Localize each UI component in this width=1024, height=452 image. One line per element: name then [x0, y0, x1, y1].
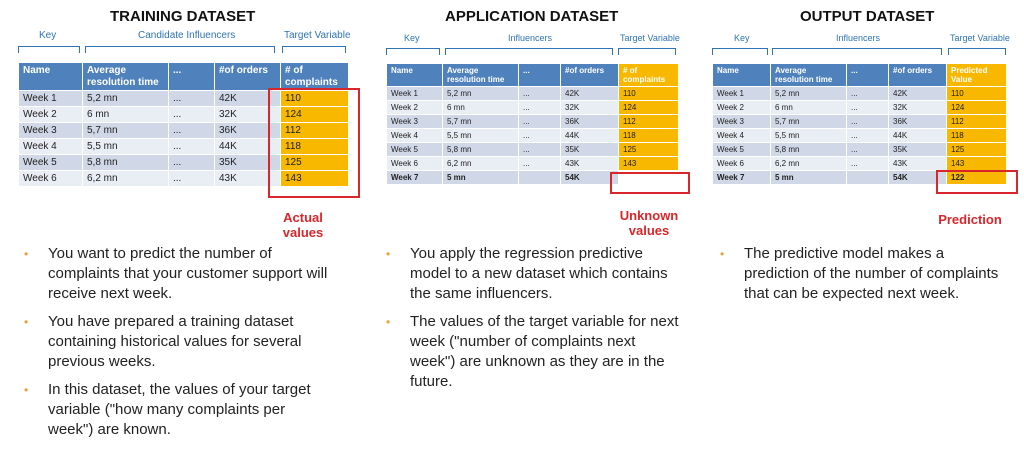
table-row — [713, 87, 1007, 101]
table-cell: 5 mn — [443, 171, 519, 185]
target-cell: 125 — [619, 143, 679, 157]
target-variable-label: Target Variable — [950, 33, 1010, 43]
table-row — [713, 129, 1007, 143]
table-cell: Week 3 — [387, 115, 443, 129]
bullet-icon: • — [386, 315, 391, 329]
bullet-icon: • — [720, 247, 725, 261]
table-cell: 54K — [561, 171, 619, 185]
table-cell: ... — [847, 143, 889, 157]
table-row — [387, 129, 679, 143]
table-row — [387, 115, 679, 129]
table-cell: 44K — [561, 129, 619, 143]
table-cell — [519, 171, 561, 185]
table-row — [387, 87, 679, 101]
target-cell: 112 — [281, 123, 349, 139]
table-cell: 5,7 mn — [771, 115, 847, 129]
panel-title: OUTPUT DATASET — [800, 8, 935, 25]
table-row — [387, 101, 679, 115]
table-cell — [847, 171, 889, 185]
table-row — [713, 101, 1007, 115]
col-header: Average resolution time — [83, 63, 169, 91]
target-bracket — [282, 46, 346, 53]
panel-title: TRAINING DATASET — [110, 8, 256, 25]
table-cell: 5,5 mn — [443, 129, 519, 143]
bullet-icon: • — [24, 383, 29, 397]
table-cell: 6,2 mn — [771, 157, 847, 171]
table-cell: 5,7 mn — [443, 115, 519, 129]
col-header: #of orders — [889, 64, 947, 87]
table-cell: 5,8 mn — [443, 143, 519, 157]
target-bracket — [618, 48, 676, 55]
col-header: Average resolution time — [443, 64, 519, 87]
col-header: Average resolution time — [771, 64, 847, 87]
output-table — [712, 63, 1007, 185]
target-cell: 125 — [281, 155, 349, 171]
influencers-label: Influencers — [508, 33, 553, 43]
table-cell: 5,2 mn — [771, 87, 847, 101]
table-cell: ... — [169, 139, 215, 155]
table-cell: ... — [519, 143, 561, 157]
target-cell: 118 — [947, 129, 1007, 143]
table-cell: Week 1 — [387, 87, 443, 101]
list-item: • You want to predict the number of complaints that your customer support will receive next week. — [24, 245, 328, 302]
bullet-icon: • — [386, 247, 391, 261]
table-row — [713, 157, 1007, 171]
table-cell: ... — [519, 129, 561, 143]
table-cell: Week 2 — [713, 101, 771, 115]
target-cell: 143 — [619, 157, 679, 171]
table-cell: ... — [169, 107, 215, 123]
table-cell: 5 mn — [771, 171, 847, 185]
influencers-bracket — [445, 48, 613, 55]
target-cell: 124 — [947, 101, 1007, 115]
col-header: #of orders — [561, 64, 619, 87]
table-cell: 5,5 mn — [83, 139, 169, 155]
table-cell: 42K — [889, 87, 947, 101]
table-cell: Week 2 — [19, 107, 83, 123]
target-variable-label: Target Variable — [620, 33, 680, 43]
table-cell: Week 5 — [387, 143, 443, 157]
table-cell: 6 mn — [83, 107, 169, 123]
table-cell: 43K — [215, 171, 281, 187]
table-cell: 36K — [215, 123, 281, 139]
key-bracket — [18, 46, 80, 53]
table-cell: ... — [847, 87, 889, 101]
target-cell: 125 — [947, 143, 1007, 157]
actual-values-label: Actual values — [282, 210, 324, 240]
table-cell: ... — [519, 87, 561, 101]
influencers-bracket — [772, 48, 942, 55]
target-cell: 112 — [947, 115, 1007, 129]
table-cell: 35K — [215, 155, 281, 171]
target-cell: 110 — [947, 87, 1007, 101]
list-item: • The predictive model makes a prediction of the number of complaints that can be expected next week. — [720, 245, 999, 302]
key-label: Key — [39, 30, 57, 41]
table-cell: ... — [847, 129, 889, 143]
table-cell: Week 7 — [713, 171, 771, 185]
table-cell: Week 5 — [19, 155, 83, 171]
table-cell: 54K — [889, 171, 947, 185]
target-cell: 124 — [281, 107, 349, 123]
influencers-label: Influencers — [836, 33, 881, 43]
panel-title: APPLICATION DATASET — [445, 8, 619, 25]
table-cell: 5,2 mn — [83, 91, 169, 107]
col-header: Name — [387, 64, 443, 87]
table-cell: 44K — [215, 139, 281, 155]
table-cell: 32K — [215, 107, 281, 123]
table-row — [387, 143, 679, 157]
table-row — [387, 157, 679, 171]
table-cell: Week 1 — [713, 87, 771, 101]
list-item: • You have prepared a training dataset containing historical values for several previous weeks. — [24, 313, 302, 370]
table-row — [713, 115, 1007, 129]
table-cell: 6 mn — [771, 101, 847, 115]
target-cell: 143 — [281, 171, 349, 187]
table-cell: 5,2 mn — [443, 87, 519, 101]
table-cell: Week 4 — [387, 129, 443, 143]
influencers-bracket — [85, 46, 275, 53]
list-item: • You apply the regression predictive model to a new dataset which contains the same influencers. — [386, 245, 668, 302]
target-cell: 118 — [281, 139, 349, 155]
table-cell: 32K — [889, 101, 947, 115]
key-label: Key — [404, 33, 420, 43]
unknown-values-highlight — [610, 172, 690, 194]
bullet-icon: • — [24, 247, 29, 261]
actual-values-highlight — [268, 88, 360, 198]
table-cell: 5,8 mn — [771, 143, 847, 157]
table-cell: ... — [847, 157, 889, 171]
table-cell: Week 7 — [387, 171, 443, 185]
application-bullets — [384, 244, 684, 400]
col-header: ... — [519, 64, 561, 87]
table-cell: ... — [169, 171, 215, 187]
key-bracket — [712, 48, 768, 55]
table-cell: 6 mn — [443, 101, 519, 115]
table-row — [713, 143, 1007, 157]
target-cell: 110 — [619, 87, 679, 101]
table-cell: 42K — [215, 91, 281, 107]
key-label: Key — [734, 33, 750, 43]
table-cell: 32K — [561, 101, 619, 115]
influencers-label: Candidate Influencers — [138, 30, 236, 41]
table-cell: 43K — [889, 157, 947, 171]
table-cell: 36K — [561, 115, 619, 129]
table-cell: Week 4 — [19, 139, 83, 155]
table-cell: Week 6 — [19, 171, 83, 187]
list-item: • In this dataset, the values of your target variable ("how many complaints per week") are known. — [24, 381, 311, 438]
col-header: ... — [847, 64, 889, 87]
table-cell: Week 5 — [713, 143, 771, 157]
training-bullets — [22, 244, 332, 448]
col-header: #of orders — [215, 63, 281, 91]
list-item: • The values of the target variable for next week ("number of complaints next week") are unknown as they are in the future. — [386, 313, 679, 390]
table-cell: ... — [169, 91, 215, 107]
table-cell: 35K — [889, 143, 947, 157]
target-cell: 112 — [619, 115, 679, 129]
table-cell: ... — [169, 155, 215, 171]
col-header: Name — [19, 63, 83, 91]
target-cell: 143 — [947, 157, 1007, 171]
table-cell: ... — [519, 157, 561, 171]
application-table — [386, 63, 679, 185]
table-cell: Week 4 — [713, 129, 771, 143]
col-header: ... — [169, 63, 215, 91]
key-bracket — [386, 48, 440, 55]
table-cell: ... — [169, 123, 215, 139]
prediction-highlight — [936, 170, 1018, 194]
target-bracket — [948, 48, 1006, 55]
target-cell: 110 — [281, 91, 349, 107]
prediction-label: Prediction — [938, 212, 1002, 227]
bullet-icon: • — [24, 315, 29, 329]
table-cell: 43K — [561, 157, 619, 171]
table-cell: ... — [847, 115, 889, 129]
table-cell: ... — [519, 101, 561, 115]
table-cell: 5,5 mn — [771, 129, 847, 143]
target-cell: 118 — [619, 129, 679, 143]
target-cell: 124 — [619, 101, 679, 115]
target-cell: 122 — [947, 171, 1007, 185]
table-cell: 5,7 mn — [83, 123, 169, 139]
table-cell: ... — [519, 115, 561, 129]
table-cell: 5,8 mn — [83, 155, 169, 171]
table-cell: Week 6 — [387, 157, 443, 171]
unknown-values-label: Unknown values — [619, 208, 679, 238]
table-cell: Week 3 — [713, 115, 771, 129]
target-variable-label: Target Variable — [284, 30, 351, 41]
table-cell: 6,2 mn — [83, 171, 169, 187]
table-cell: ... — [847, 101, 889, 115]
table-cell: 36K — [889, 115, 947, 129]
table-cell: Week 3 — [19, 123, 83, 139]
col-header: # of complaints — [281, 63, 349, 91]
table-cell: 42K — [561, 87, 619, 101]
table-cell: 44K — [889, 129, 947, 143]
col-header: Predicted Value — [947, 64, 1007, 87]
table-cell: Week 1 — [19, 91, 83, 107]
output-bullets — [718, 244, 1008, 312]
col-header: # of complaints — [619, 64, 679, 87]
table-cell: Week 6 — [713, 157, 771, 171]
table-cell: 6,2 mn — [443, 157, 519, 171]
application-rows — [387, 87, 679, 185]
table-cell: Week 2 — [387, 101, 443, 115]
col-header: Name — [713, 64, 771, 87]
table-cell: 35K — [561, 143, 619, 157]
